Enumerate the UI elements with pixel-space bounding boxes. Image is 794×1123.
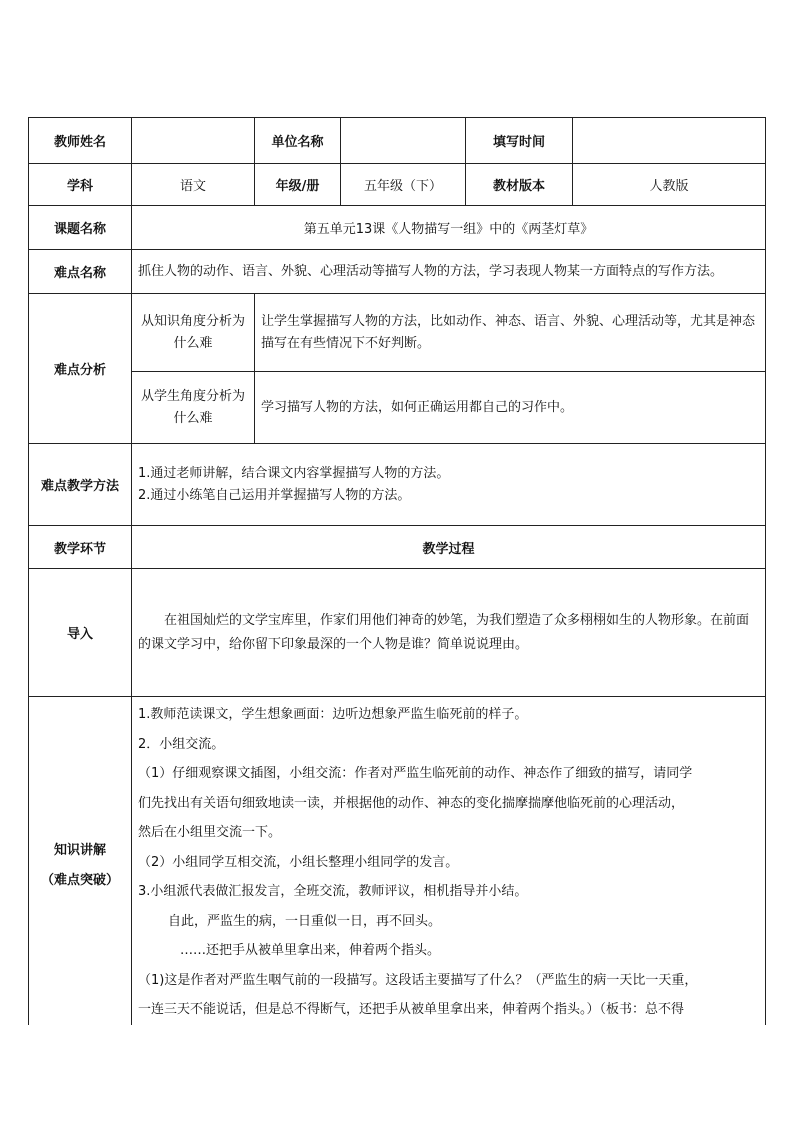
info-row [29, 164, 766, 206]
analysis-row-knowledge [29, 294, 766, 372]
lecture-line-4: 们先找出有关语句细致地读一读，并根据他的动作、神态的变化揣摩揣摩他临死前的心理活动， [138, 795, 685, 811]
lecture-content [132, 697, 766, 1025]
intro-text: 在祖国灿烂的文学宝库里，作家们用他们神奇的妙笔，为我们塑造了众多栩栩如生的人物形象。在前面的课文学习中，给你留下印象最深的一个人物是谁？简单说说理由。 [132, 569, 766, 697]
subject-label: 学科 [29, 164, 132, 206]
teacher-name-field[interactable] [132, 118, 255, 164]
subject-value: 语文 [132, 164, 255, 206]
lecture-line-1: 1.教师范读课文，学生想象画面：边听边想象严监生临死前的样子。 [138, 707, 528, 722]
intro-label: 导入 [29, 569, 132, 697]
analysis-row-student [29, 372, 766, 444]
difficulty-row [29, 250, 766, 294]
lecture-label [29, 697, 132, 1025]
lecture-line-2: 2．小组交流。 [138, 736, 225, 752]
process-header: 教学过程 [132, 526, 766, 569]
method-value [132, 444, 766, 526]
method-line-1: 1.通过老师讲解，结合课文内容掌握描写人物的方法。 [138, 465, 450, 481]
lecture-line-5: 然后在小组里交流一下。 [138, 825, 282, 840]
grade-label: 年级/册 [255, 164, 341, 206]
topic-value: 第五单元13课《人物描写一组》中的《两茎灯草》 [132, 206, 766, 250]
intro-row [29, 569, 766, 697]
student-angle-value: 学习描写人物的方法，如何正确运用都自己的习作中。 [255, 372, 766, 444]
method-line-2: 2.通过小练笔自己运用并掌握描写人物的方法。 [138, 487, 411, 503]
difficulty-label: 难点名称 [29, 250, 132, 294]
header-row [29, 118, 766, 164]
knowledge-angle-value: 让学生掌握描写人物的方法，比如动作、神态、语言、外貌、心理活动等，尤其是神态描写在有些情况下不好判断。 [255, 294, 766, 372]
method-row [29, 444, 766, 526]
lesson-plan-table [28, 117, 766, 1025]
method-label: 难点教学方法 [29, 444, 132, 526]
difficulty-value: 抓住人物的动作、语言、外貌、心理活动等描写人物的方法，学习表现人物某一方面特点的写作方法。 [132, 250, 766, 294]
lecture-label-line-2: （难点突破） [40, 872, 119, 888]
lecture-line-10: （1)这是作者对严监生咽气前的一段描写。这段话主要描写了什么？（严监生的病一天比一天重， [138, 972, 698, 988]
analysis-label: 难点分析 [29, 294, 132, 444]
lecture-line-11: 一连三天不能说话，但是总不得断气，还把手从被单里拿出来，伸着两个指头。）（板书：总不得 [138, 1002, 685, 1017]
lecture-line-8: 自此，严监生的病，一日重似一日，再不回头。 [168, 913, 442, 929]
stage-header: 教学环节 [29, 526, 132, 569]
topic-label: 课题名称 [29, 206, 132, 250]
lesson-plan-sheet [28, 117, 765, 1017]
lecture-line-7: 3.小组派代表做汇报发言，全班交流，教师评议，相机指导并小结。 [138, 884, 528, 899]
lecture-line-3: （1）仔细观察课文插图，小组交流：作者对严监生临死前的动作、神态作了细致的描写，请同学 [138, 766, 693, 781]
fill-date-label: 填写时间 [466, 118, 573, 164]
fill-date-field[interactable] [573, 118, 766, 164]
process-header-row [29, 526, 766, 569]
edition-label: 教材版本 [466, 164, 573, 206]
lecture-line-6: （2）小组同学互相交流，小组长整理小组同学的发言。 [138, 854, 459, 870]
unit-name-label: 单位名称 [255, 118, 341, 164]
student-angle-label: 从学生角度分析为什么难 [132, 372, 255, 444]
knowledge-angle-label: 从知识角度分析为什么难 [132, 294, 255, 372]
edition-value: 人教版 [573, 164, 766, 206]
topic-row [29, 206, 766, 250]
lecture-row [29, 697, 766, 1025]
unit-name-field[interactable] [341, 118, 466, 164]
grade-value: 五年级（下） [341, 164, 466, 206]
teacher-name-label: 教师姓名 [29, 118, 132, 164]
lecture-line-9: ……还把手从被单里拿出来，伸着两个指头。 [180, 943, 441, 958]
lecture-label-line-1: 知识讲解 [53, 842, 106, 858]
